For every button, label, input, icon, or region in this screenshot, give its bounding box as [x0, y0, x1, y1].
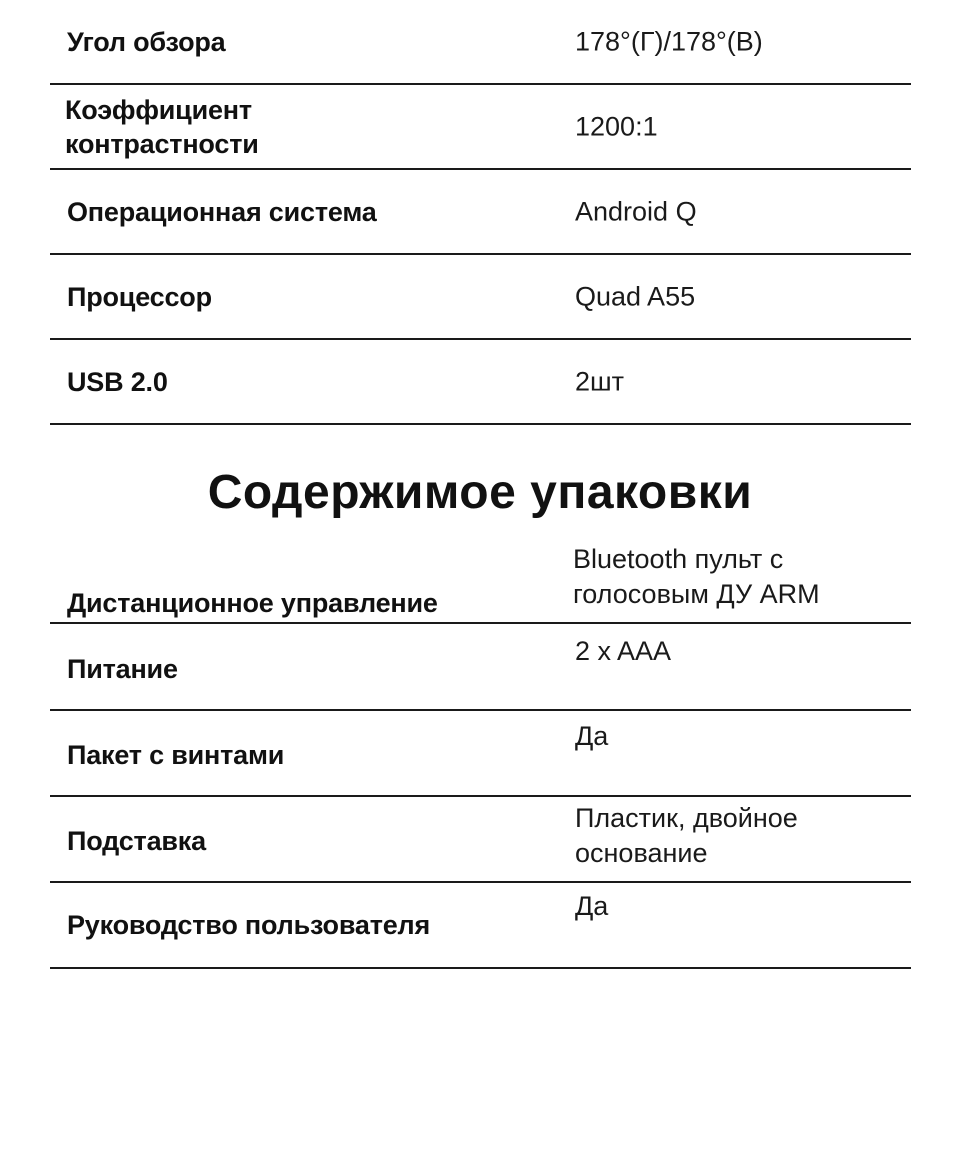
- package-label: Подставка: [67, 826, 206, 856]
- package-row-user-manual: [50, 883, 911, 969]
- spec-value: 178°(Г)/178°(В): [575, 26, 763, 56]
- package-label: Питание: [67, 654, 178, 684]
- package-row-remote-control: [50, 538, 911, 624]
- spec-value: 2шт: [575, 366, 625, 396]
- spec-value: Quad A55: [575, 281, 696, 311]
- package-label: Дистанционное управление: [67, 588, 438, 618]
- package-row-screw-pack: [50, 711, 911, 797]
- spec-row-processor: [50, 255, 911, 340]
- package-label: Руководство пользователя: [67, 910, 431, 940]
- spec-label: Угол обзора: [67, 26, 226, 57]
- package-table: [50, 538, 911, 969]
- spec-label: Операционная система: [67, 196, 377, 227]
- spec-row-contrast-ratio: [50, 85, 911, 170]
- spec-row-operating-system: [50, 170, 911, 255]
- package-row-stand: [50, 797, 911, 883]
- spec-row-viewing-angle: [50, 0, 911, 85]
- spec-row-usb: [50, 340, 911, 425]
- package-row-power: [50, 624, 911, 711]
- spec-label: Коэффициент контрастности: [65, 94, 259, 159]
- package-value: Bluetooth пульт с голосовым ДУ ARM: [573, 544, 820, 609]
- package-value: Да: [575, 721, 609, 751]
- package-value: 2 x AAA: [575, 636, 672, 666]
- package-contents-title: Содержимое упаковки: [207, 466, 753, 519]
- specs-table: [50, 0, 911, 425]
- spec-label: USB 2.0: [67, 366, 168, 397]
- spec-label: Процессор: [67, 281, 212, 312]
- package-value: Пластик, двойное основание: [575, 803, 798, 868]
- spec-value: 1200:1: [575, 111, 658, 141]
- package-label: Пакет с винтами: [67, 740, 285, 770]
- spec-value: Android Q: [575, 196, 697, 226]
- package-value: Да: [575, 891, 609, 921]
